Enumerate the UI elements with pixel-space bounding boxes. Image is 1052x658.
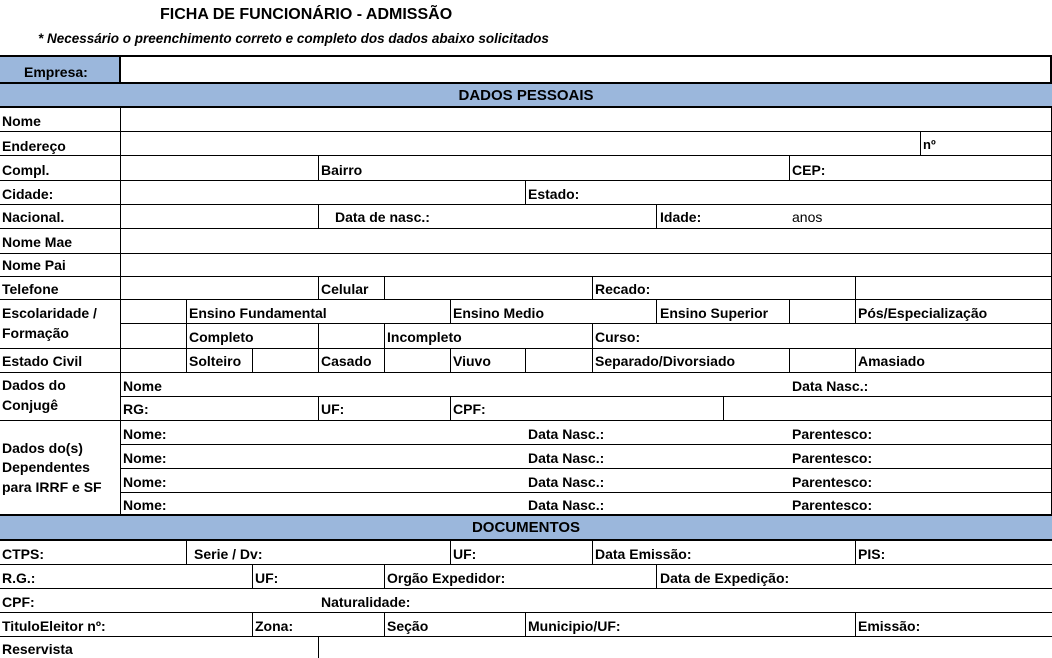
cidade-label: Cidade: xyxy=(2,186,54,202)
pos-especializacao-label: Pós/Especialização xyxy=(858,305,988,321)
conjuge-cpf-label: CPF: xyxy=(453,401,486,417)
nome-pai-field[interactable] xyxy=(122,255,1050,275)
dependente-nome-label: Nome: xyxy=(123,426,167,442)
nome-mae-label: Nome Mae xyxy=(2,234,73,250)
empresa-label: Empresa: xyxy=(24,64,88,80)
rg-label: R.G.: xyxy=(2,570,36,586)
ensino-fundamental-label: Ensino Fundamental xyxy=(189,305,327,321)
dependente-parentesco-label: Parentesco: xyxy=(792,497,873,513)
endereco-field[interactable] xyxy=(122,133,919,154)
documentos-title: DOCUMENTOS xyxy=(471,519,581,536)
serie-label: Serie / Dv: xyxy=(194,546,263,562)
casado-label: Casado xyxy=(321,353,372,369)
escolaridade-label-2: Formação xyxy=(2,325,69,341)
compl-label: Compl. xyxy=(2,162,50,178)
data-emissao-label: Data Emissão: xyxy=(595,546,692,562)
separado-label: Separado/Divorsiado xyxy=(595,353,736,369)
conjuge-label-2: Conjugê xyxy=(2,397,58,413)
idade-label: Idade: xyxy=(660,209,702,225)
zona-label: Zona: xyxy=(255,618,294,634)
naturalidade-label: Naturalidade: xyxy=(321,594,411,610)
form-subtitle: * Necessário o preenchimento correto e completo dos dados abaixo solicitados xyxy=(38,31,549,46)
dependente-data-nasc-label: Data Nasc.: xyxy=(528,474,605,490)
ctps-label: CTPS: xyxy=(2,546,44,562)
emissao-label: Emissão: xyxy=(858,618,921,634)
ensino-superior-label: Ensino Superior xyxy=(660,305,769,321)
dependente-data-nasc-label: Data Nasc.: xyxy=(528,426,605,442)
amasiado-label: Amasiado xyxy=(858,353,925,369)
nome-pai-label: Nome Pai xyxy=(2,257,66,273)
nacional-label: Nacional. xyxy=(2,209,65,225)
curso-label: Curso: xyxy=(595,329,641,345)
bairro-label: Bairro xyxy=(321,162,363,178)
incompleto-label: Incompleto xyxy=(387,329,462,345)
cpf-label: CPF: xyxy=(2,594,35,610)
conjuge-label-1: Dados do xyxy=(2,377,66,393)
dependentes-label-2: Dependentes xyxy=(2,459,90,475)
dependentes-label-3: para IRRF e SF xyxy=(2,479,102,495)
dependente-nome-label: Nome: xyxy=(123,497,167,513)
dependente-data-nasc-label: Data Nasc.: xyxy=(528,450,605,466)
ensino-medio-label: Ensino Medio xyxy=(453,305,544,321)
reservista-label: Reservista xyxy=(2,641,73,657)
dependente-parentesco-label: Parentesco: xyxy=(792,450,873,466)
empresa-field[interactable] xyxy=(121,57,1049,82)
dependente-data-nasc-label: Data Nasc.: xyxy=(528,497,605,513)
titulo-eleitor-label: TituloEleitor nº: xyxy=(2,618,106,634)
nome-mae-field[interactable] xyxy=(122,230,1050,252)
endereco-label: Endereço xyxy=(2,138,66,154)
numero-label: nº xyxy=(923,137,936,152)
data-expedicao-label: Data de Expedição: xyxy=(660,570,790,586)
conjuge-uf-label: UF: xyxy=(321,401,345,417)
uf-ctps-label: UF: xyxy=(453,546,477,562)
estado-civil-label: Estado Civil xyxy=(2,353,83,369)
viuvo-label: Viuvo xyxy=(453,353,491,369)
telefone-label: Telefone xyxy=(2,281,59,297)
pis-label: PIS: xyxy=(858,546,886,562)
completo-label: Completo xyxy=(189,329,254,345)
dependente-parentesco-label: Parentesco: xyxy=(792,474,873,490)
nome-label: Nome xyxy=(2,113,41,129)
municipio-uf-label: Municipio/UF: xyxy=(528,618,621,634)
secao-label: Seção xyxy=(387,618,429,634)
dependente-nome-label: Nome: xyxy=(123,450,167,466)
conjuge-rg-label: RG: xyxy=(123,401,149,417)
dependente-parentesco-label: Parentesco: xyxy=(792,426,873,442)
conjuge-nome-label: Nome xyxy=(123,378,162,394)
estado-label: Estado: xyxy=(528,186,580,202)
data-nasc-label: Data de nasc.: xyxy=(335,209,430,225)
nome-field[interactable] xyxy=(122,108,1050,130)
dependentes-label-1: Dados do(s) xyxy=(2,440,83,456)
anos-label: anos xyxy=(792,209,823,225)
form-title: FICHA DE FUNCIONÁRIO - ADMISSÃO xyxy=(160,6,453,23)
recado-label: Recado: xyxy=(595,281,651,297)
celular-label: Celular xyxy=(321,281,369,297)
conjuge-data-nasc-label: Data Nasc.: xyxy=(792,378,869,394)
escolaridade-label-1: Escolaridade / xyxy=(2,305,97,321)
uf-rg-label: UF: xyxy=(255,570,279,586)
dependente-nome-label: Nome: xyxy=(123,474,167,490)
dados-pessoais-title: DADOS PESSOAIS xyxy=(458,87,594,104)
cep-label: CEP: xyxy=(792,162,826,178)
solteiro-label: Solteiro xyxy=(189,353,242,369)
orgao-expedidor-label: Orgão Expedidor: xyxy=(387,570,506,586)
